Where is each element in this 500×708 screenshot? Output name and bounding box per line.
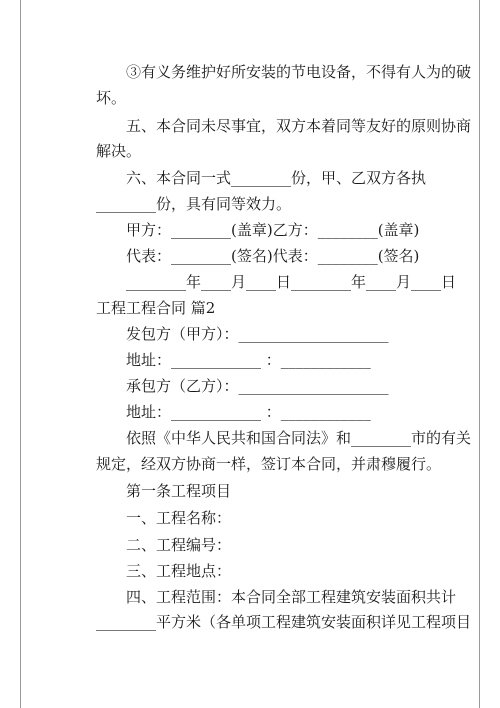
text-line: 依照《中华人民共和国合同法》和________市的有关 xyxy=(96,429,472,447)
section-heading: 工程工程合同 篇2 xyxy=(96,299,216,317)
text-line: 三、工程地点： xyxy=(96,562,232,580)
text-line: 第一条工程项目 xyxy=(96,482,232,500)
text-line: ________平方米（各单项工程建筑安装面积详见工程项目 xyxy=(96,613,472,631)
text-line: 承包方（乙方）：____________________ xyxy=(96,377,389,395)
text-line: ________份，具有同等效力。 xyxy=(96,195,292,213)
text-line: 甲方：________(盖章)乙方：________(盖章) xyxy=(96,221,420,239)
text-line: 发包方（甲方）：____________________ xyxy=(96,325,389,343)
text-line: 六、本合同一式________份，甲、乙双方各执 xyxy=(96,169,427,187)
text-line: 五、本合同未尽事宜，双方本着同等友好的原则协商 xyxy=(96,117,472,135)
text-line: 四、工程范围：本合同全部工程建筑安装面积共计 xyxy=(96,588,457,606)
document-page xyxy=(20,0,480,708)
text-line: 二、工程编号： xyxy=(96,536,232,554)
text-line: 地址：____________ ：____________ xyxy=(96,351,371,369)
text-line: 坏。 xyxy=(96,89,127,107)
text-line: 地址：____________ ：____________ xyxy=(96,403,371,421)
text-line: 代表：________(签名)代表：________(签名) xyxy=(96,247,420,265)
text-line: 一、工程名称： xyxy=(96,509,232,527)
text-line: ________年____月____日________年____月____日 xyxy=(96,273,457,291)
text-line: 规定，经双方协商一样，签订本合同，并肃穆履行。 xyxy=(96,455,442,473)
text-line: 解决。 xyxy=(96,142,142,160)
text-line: ③有义务维护好所安装的节电设备，不得有人为的破 xyxy=(96,63,472,81)
